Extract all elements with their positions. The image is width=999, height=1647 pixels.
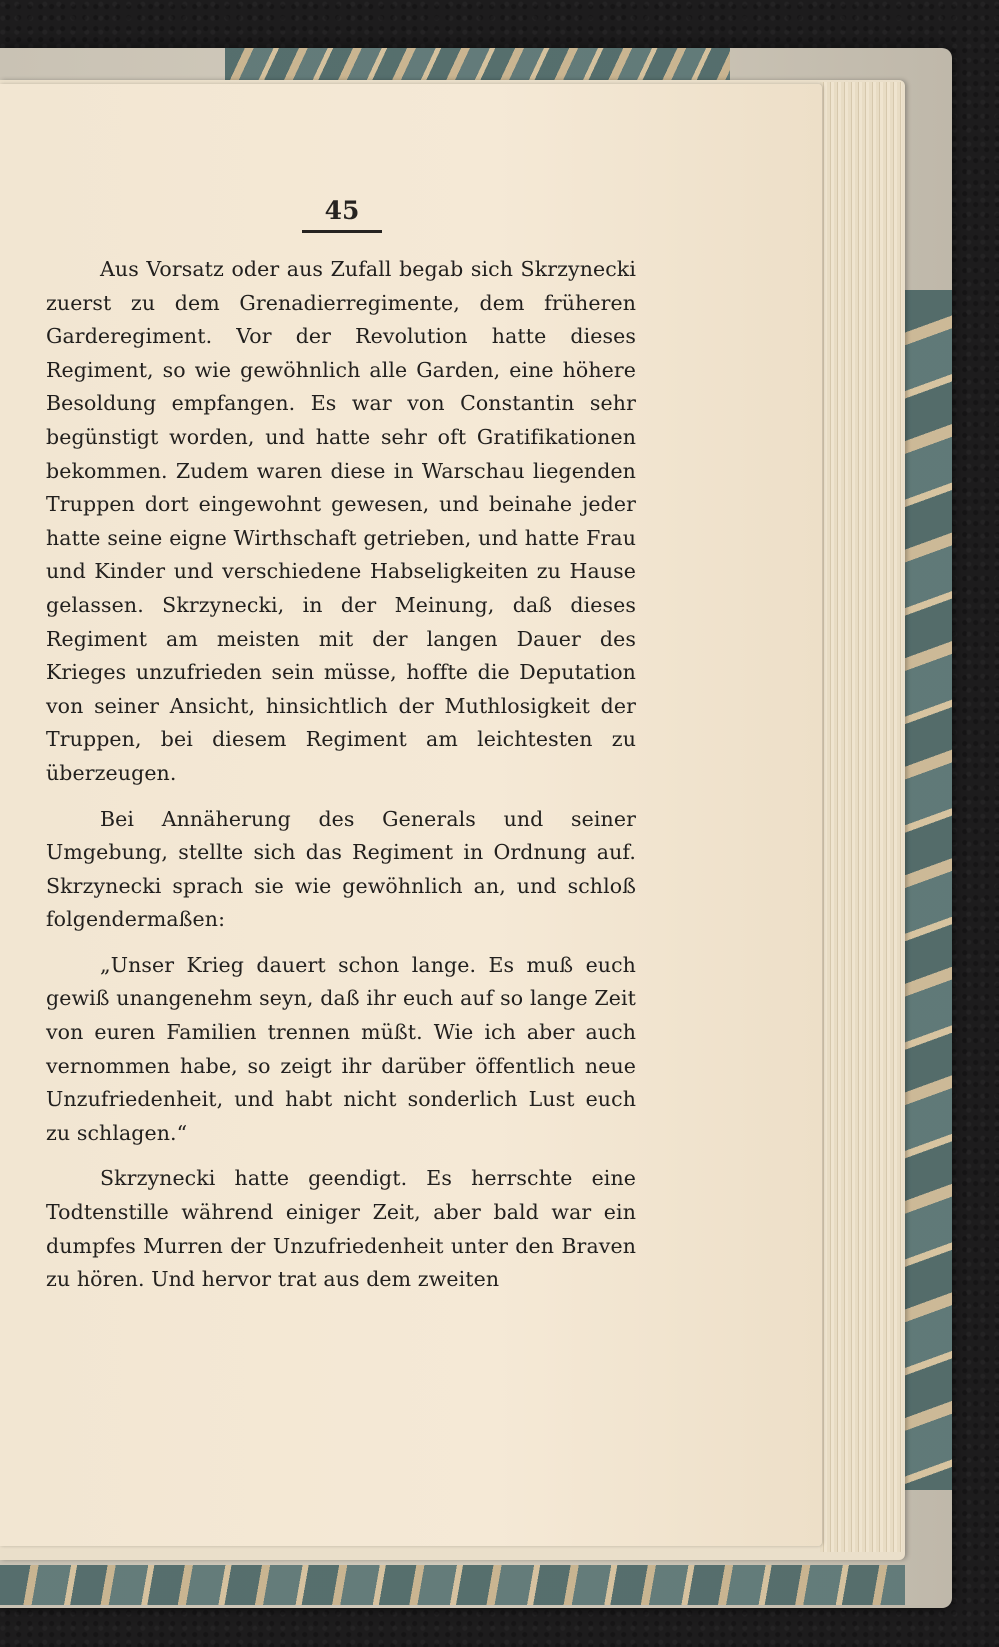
paragraph-2: Bei Annäherung des Generals und seiner Umgebung, stellte sich das Regiment in Ordnung auf. Skrzynecki sprach sie wie gewöhnlich an, und schloß folgendermaßen: xyxy=(46,806,636,932)
paragraph-1: Aus Vorsatz oder aus Zufall begab sich Skrzynecki zuerst zu dem Grenadierregimente, dem früheren Garderegiment. Vor der Revolution hatte dieses Regiment, so wie gewöhnlich alle Garden, eine höhere Besoldung empfangen. Es war von Constantin sehr begünstigt worden, und hatte sehr oft Gratifikationen bekommen. Zudem waren diese in Warschau liegenden Truppen dort eingewohnt gewesen, und beinahe jeder hatte seine eigne Wirthschaft getrieben, und hatte Frau und Kinder und verschiedene Habseligkeiten zu Hause gelassen. Skrzynecki, in der Meinung, daß dieses Regiment am meisten mit der langen Dauer des Krieges unzufrieden sein müsse, hoffte die Deputation von seiner Ansicht, hinsichtlich der Muthlosigkeit der Truppen, bei diesem Regiment am leichtesten zu überzeugen. xyxy=(46,257,636,785)
page-number: 45 xyxy=(324,196,360,225)
page-body-text xyxy=(46,253,636,1297)
marbled-cover-right xyxy=(905,290,952,1490)
page-edges xyxy=(820,82,902,1552)
marbled-cover-bottom xyxy=(0,1565,905,1605)
marbled-cover-top xyxy=(225,48,730,82)
page-number-rule xyxy=(302,230,382,233)
paragraph-quote: „Unser Krieg dauert schon lange. Es muß euch gewiß unangenehm seyn, daß ihr euch auf so lange Zeit von euren Familien trennen müßt. Wie ich aber auch vernommen habe, so zeigt ihr darüber öffentlich neue Unzufriedenheit, und habt nicht sonderlich Lust euch zu schlagen.“ xyxy=(46,952,636,1145)
paragraph-4: Skrzynecki hatte geendigt. Es herrschte eine Todtenstille während einiger Zeit, aber bald war ein dumpfes Murren der Unzufriedenheit unter den Braven zu hören. Und hervor trat aus dem zweiten xyxy=(46,1166,636,1292)
